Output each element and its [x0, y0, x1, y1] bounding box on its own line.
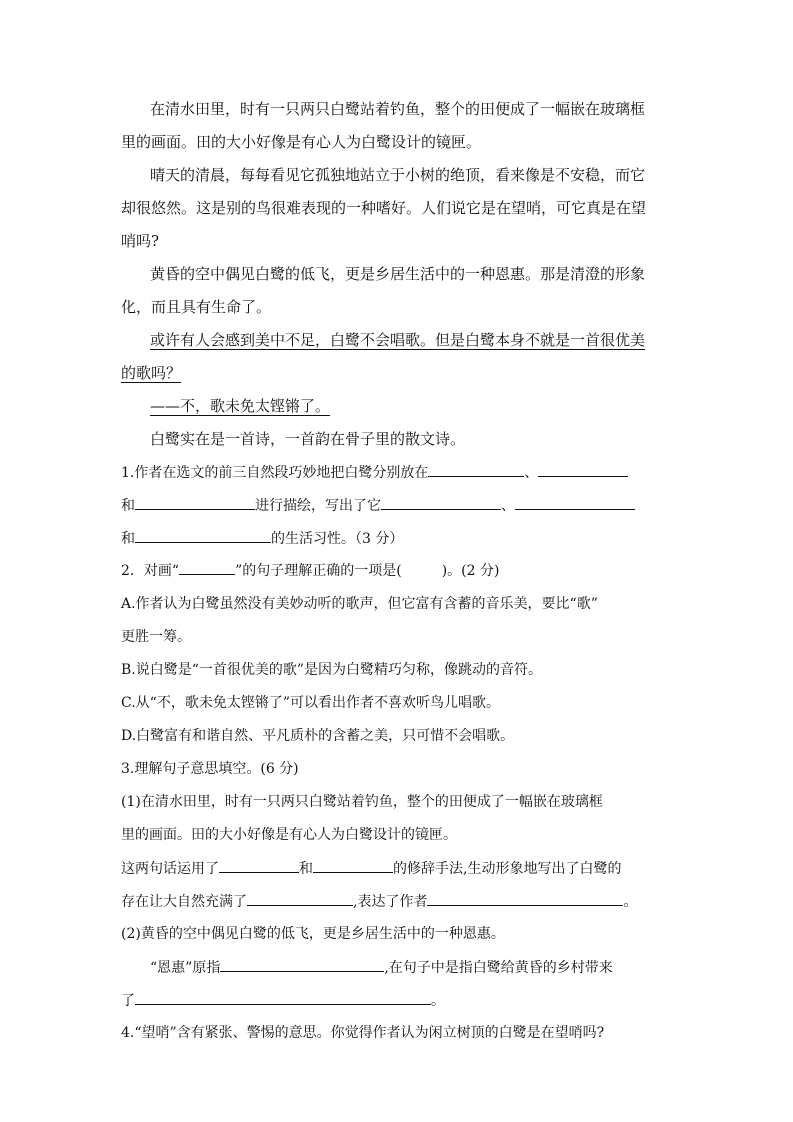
q3-1-text-b: 和 — [299, 861, 313, 877]
q3-1-line3 — [121, 857, 677, 879]
q2-underline-mark — [179, 561, 235, 575]
q1-blank-6[interactable] — [135, 527, 271, 543]
q3-1-line2: 里的画面。田的大小好像是有心人为白鹭设计的镜匣。 — [121, 827, 457, 843]
q3-1-blank-3[interactable] — [247, 890, 353, 906]
q1-blank-4[interactable] — [381, 494, 501, 510]
passage-p2-line1: 晴天的清晨，每每看见它孤独地站立于小树的绝顶，看来像是不安稳，而它 — [150, 166, 646, 184]
q3-1-blank-2[interactable] — [313, 857, 393, 873]
q3-1-text-d: 存在让大自然充满了 — [121, 894, 247, 910]
q3-2-text-b: ,在句子中是指白鹭给黄昏的乡村带来 — [384, 960, 613, 976]
q3-2-line3 — [121, 989, 677, 1011]
passage-p5 — [150, 395, 706, 417]
question-2 — [121, 560, 677, 582]
question-1-line2 — [121, 494, 677, 516]
passage-p1-line1: 在清水田里，时有一只两只白鹭站着钓鱼，整个的田便成了一幅嵌在玻璃框 — [150, 100, 646, 118]
q2-option-d: D.白鹭富有和谐自然、平凡质朴的含蓄之美，只可惜不会唱歌。 — [121, 728, 515, 744]
q1-text: 1.作者在选文的前三自然段巧妙地把白鹭分别放在 — [121, 465, 429, 481]
q3-1-text-a: 这两句话运用了 — [121, 861, 219, 877]
q3-2-text-a: “恩惠”原指 — [150, 960, 221, 976]
q1-blank-5[interactable] — [515, 494, 635, 510]
passage-p3-line2: 化，而且具有生命了。 — [121, 298, 272, 316]
q2-text-b: ”的句子理解正确的一项是( — [235, 563, 402, 579]
question-3: 3.理解句子意思填空。(6 分) — [121, 761, 299, 777]
question-1-line3 — [121, 527, 677, 549]
q1-blank-2[interactable] — [538, 461, 628, 477]
q1-blank-3[interactable] — [135, 494, 255, 510]
q1-and-1: 和 — [121, 498, 135, 514]
q2-option-a-line1: A.作者认为白鹭虽然没有美妙动听的歌声，但它富有含蓄的音乐美，要比“歌” — [121, 596, 598, 612]
q3-1-line1: (1)在清水田里，时有一只两只白鹭站着钓鱼，整个的田便成了一幅嵌在玻璃框 — [121, 794, 603, 810]
q1-blank-1[interactable] — [428, 461, 524, 477]
passage-p2-line2: 却很悠然。这是别的鸟很难表现的一种嗜好。人们说它是在望哨，可它真是在望 — [121, 199, 647, 217]
passage-p3-line1: 黄昏的空中偶见白鹭的低飞，更是乡居生活中的一种恩惠。那是清澄的形象 — [150, 265, 646, 283]
q1-text-3: 的生活习性。（3 分） — [271, 531, 404, 547]
q3-2-line1: (2)黄昏的空中偶见白鹭的低飞，更是乡居生活中的一种恩惠。 — [121, 926, 505, 942]
q3-2-line2 — [150, 956, 706, 978]
passage-p1-line2: 里的画面。田的大小好像是有心人为白鹭设计的镜匣。 — [121, 133, 482, 151]
q3-1-text-e: ,表达了作者 — [353, 894, 428, 910]
q2-option-a-line2: 更胜一筹。 — [121, 629, 191, 645]
underlined-sentence-part3: ——不，歌未免太铿锵了。 — [150, 397, 331, 415]
q2-option-c: C.从“不，歌未免太铿锵了”可以看出作者不喜欢听鸟儿唱歌。 — [121, 695, 500, 711]
q3-1-blank-1[interactable] — [219, 857, 299, 873]
underlined-sentence-part1: 或许有人会感到美中不足，白鹭不会唱歌。但是白鹭本身不就是一首很优美 — [150, 331, 646, 349]
q3-2-text-d: 。 — [431, 993, 445, 1009]
q3-1-text-c: 的修辞手法,生动形象地写出了白鹭的 — [393, 861, 622, 877]
passage-p4-line1 — [150, 329, 706, 351]
q1-and-2: 和 — [121, 531, 135, 547]
q1-sep1: 、 — [524, 465, 539, 481]
passage-p4-line2 — [121, 362, 677, 384]
passage-p2-line3: 哨吗? — [121, 232, 160, 250]
question-1-line1 — [121, 461, 677, 483]
q2-text-c: )。(2 分) — [441, 563, 500, 579]
q3-1-blank-4[interactable] — [427, 890, 623, 906]
passage-p6: 白鹭实在是一首诗，一首韵在骨子里的散文诗。 — [150, 430, 466, 448]
q1-sep2: 、 — [501, 498, 515, 514]
q3-1-line4 — [121, 890, 677, 912]
q2-option-b: B.说白鹭是“一首很优美的歌”是因为白鹭精巧匀称，像跳动的音符。 — [121, 662, 543, 678]
q3-2-text-c: 了 — [121, 993, 135, 1009]
question-4: 4.“望哨”含有紧张、警惕的意思。你觉得作者认为闲立树顶的白鹭是在望哨吗? — [121, 1025, 605, 1041]
q2-text-a: 2．对画“ — [121, 563, 180, 579]
q3-2-blank-2[interactable] — [135, 989, 431, 1005]
q1-text-2: 进行描绘，写出了它 — [255, 498, 381, 514]
q3-2-blank-1[interactable] — [220, 956, 384, 972]
q3-1-text-f: 。 — [623, 894, 638, 910]
underlined-sentence-part2: 的歌吗？ — [121, 364, 182, 382]
